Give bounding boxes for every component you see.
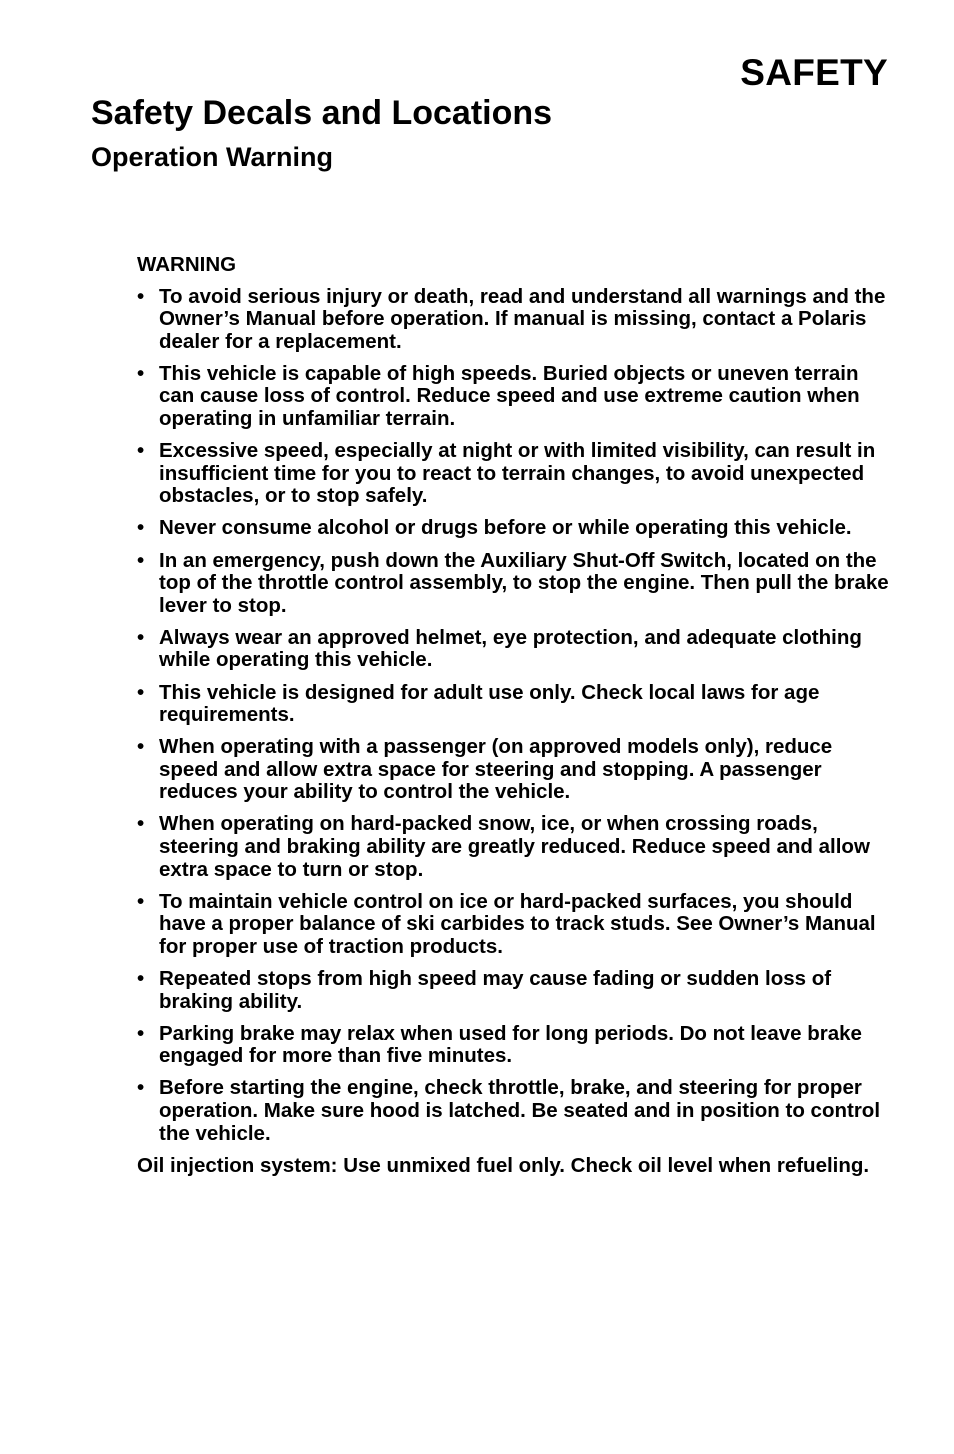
warning-item — [137, 286, 897, 354]
bullet-icon: • — [137, 889, 145, 913]
bullet-icon: • — [137, 361, 145, 385]
warning-item — [137, 1077, 897, 1145]
bullet-icon: • — [137, 516, 145, 540]
warning-heading: WARNING — [137, 253, 237, 276]
bullet-icon: • — [137, 1021, 145, 1045]
warning-item — [137, 968, 897, 1013]
warning-item — [137, 891, 897, 959]
bullet-icon: • — [137, 439, 145, 463]
warning-item-text: This vehicle is designed for adult use only. Check local laws for age requirements. — [159, 680, 820, 727]
warning-item — [137, 1023, 897, 1068]
warning-item-text: Excessive speed, especially at night or with limited visibility, can result in insufficient time for you to react to terrain changes, to avoid unexpected obstacles, or to stop safely. — [159, 439, 876, 508]
warning-list — [137, 286, 897, 1146]
warning-item-text: Always wear an approved helmet, eye protection, and adequate clothing while operating this vehicle. — [159, 625, 862, 672]
bullet-icon: • — [137, 1076, 145, 1100]
warning-item — [137, 517, 897, 540]
bullet-icon: • — [137, 812, 145, 836]
bullet-icon: • — [137, 735, 145, 759]
warning-item-text: Before starting the engine, check throttle, brake, and steering for proper operation. Make sure hood is latched. Be seated and in position to control the vehicle. — [159, 1076, 881, 1145]
warning-item-text: This vehicle is capable of high speeds. Buried objects or uneven terrain can cause loss of control. Reduce speed and use extreme caution when operating in unfamiliar terrain. — [159, 361, 860, 431]
bullet-icon: • — [137, 548, 145, 572]
warning-item-text: When operating on hard-packed snow, ice, or when crossing roads, steering and braking ability are greatly reduced. Reduce speed and allow extra space to turn or stop. — [159, 812, 870, 881]
warning-item — [137, 813, 897, 881]
warning-item-text: Repeated stops from high speed may cause fading or sudden loss of braking ability. — [159, 967, 832, 1013]
warning-block — [137, 254, 897, 1177]
bullet-icon: • — [137, 967, 145, 991]
page-subtitle: Operation Warning — [91, 142, 333, 172]
bullet-icon: • — [137, 625, 145, 649]
page-title: Safety Decals and Locations — [91, 94, 553, 132]
warning-item-text: Parking brake may relax when used for long periods. Do not leave brake engaged for more than five minutes. — [159, 1021, 862, 1068]
warning-item — [137, 627, 897, 672]
warning-item — [137, 550, 897, 618]
section-header: SAFETY — [740, 52, 888, 93]
warning-item-text: To avoid serious injury or death, read and understand all warnings and the Owner’s Manual before operation. If manual is missing, contact a Polaris dealer for a replacement. — [159, 284, 886, 353]
warning-item-text: Never consume alcohol or drugs before or while operating this vehicle. — [159, 516, 852, 540]
warning-item — [137, 682, 897, 727]
bullet-icon: • — [137, 680, 145, 704]
warning-item — [137, 440, 897, 508]
bullet-icon: • — [137, 284, 145, 308]
warning-item — [137, 363, 897, 431]
oil-injection-note: Oil injection system: Use unmixed fuel only. Check oil level when refueling. — [137, 1153, 870, 1177]
warning-item — [137, 736, 897, 804]
warning-item-text: When operating with a passenger (on approved models only), reduce speed and allow extra space for steering and stopping. A passenger reduces your ability to control the vehicle. — [159, 735, 833, 804]
warning-item-text: To maintain vehicle control on ice or hard-packed surfaces, you should have a proper balance of ski carbides to track studs. See Owner’s Manual for proper use of traction products. — [159, 889, 876, 958]
warning-item-text: In an emergency, push down the Auxiliary Shut-Off Switch, located on the top of the throttle control assembly, to stop the engine. Then pull the brake lever to stop. — [159, 548, 889, 617]
